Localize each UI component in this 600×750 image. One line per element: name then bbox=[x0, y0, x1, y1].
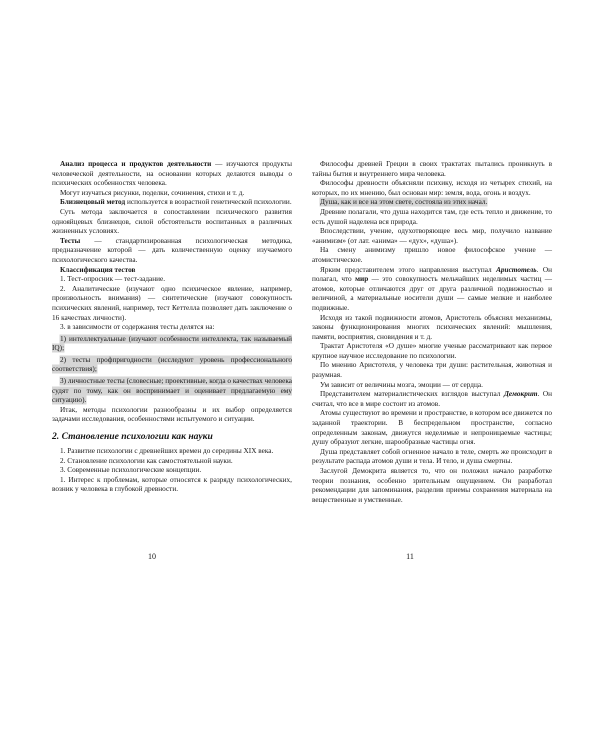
highlighted-text: Душа, как и все на этом свете, состояла из этих начал. bbox=[320, 198, 488, 207]
list-item bbox=[52, 335, 292, 354]
highlighted-text: 1) интеллектуальные (изучают особенности интеллекта, так называемый IQ); bbox=[52, 334, 292, 353]
list-item: 1. Тест-опросник — тест-задание. bbox=[60, 275, 166, 284]
paragraph-text: используется в возрастной генетической психологии. bbox=[125, 198, 292, 207]
paragraph-democritus bbox=[312, 390, 552, 409]
paragraph-activity-analysis bbox=[52, 160, 292, 189]
right-page bbox=[312, 160, 552, 505]
classification-heading: Классификация тестов bbox=[60, 265, 136, 274]
paragraph-ancients: Древние полагали, что душа находится там, где есть тепло и движение, то есть душой наделена вся природа. bbox=[312, 207, 552, 226]
outline-item: 1. Развитие психологии с древнейших времен до середины XIX века. bbox=[60, 447, 274, 456]
name-aristotle: Аристотель bbox=[496, 265, 537, 274]
term-twin-method: Близнецовый метод bbox=[60, 198, 126, 207]
paragraph-tests bbox=[52, 237, 292, 266]
page-number-right: 11 bbox=[406, 552, 414, 561]
outline-item: 2. Становление психологии как самостоятельной науки. bbox=[60, 456, 233, 465]
paragraph-drawings: Могут изучаться рисунки, поделки, сочинения, стихи и т. д. bbox=[60, 188, 245, 197]
highlighted-text: 2) тесты профпригодности (исследуют уровень профессионального соответствия); bbox=[52, 355, 292, 374]
paragraph-treatise: Трактат Аристотеля «О душе» многие ученые рассматривают как первое крупное научное исследование по психологии. bbox=[312, 342, 552, 360]
highlighted-text: 3) личностные тесты (словесные; проективные, когда о качествах человека судят по тому, как он воспринимает и оценивает предлагаемую ему ситуацию). bbox=[52, 377, 292, 405]
list-item: 2. Аналитические (изучают одно психическое явление, например, произвольность внимания) — синтетические (изучают совокупность психических явлений, например, тест Кеттелла позволяет дать заключение о 16 качествах личности). bbox=[52, 284, 292, 322]
name-democritus: Демокрит bbox=[503, 390, 538, 399]
paragraph-atomism: На смену анимизму пришло новое философское учение — атомистическое. bbox=[312, 246, 552, 264]
paragraph-text: . Он полагал, что bbox=[312, 265, 552, 284]
paragraph-four-elements: Философы древности объясняли психику, исходя из четырех стихий, на которых, по их мнению, был основан мир: земля, вода, огонь и воздух. bbox=[312, 179, 552, 197]
paragraph-greek-philosophers: Философы древней Греции в своих трактатах пытались проникнуть в тайны бытия и внутреннего мира человека. bbox=[312, 160, 552, 178]
paragraph-three-souls: По мнению Аристотеля, у человека три души: растительная, животная и разумная. bbox=[312, 361, 552, 380]
left-page bbox=[52, 160, 292, 495]
term-tests: Тесты bbox=[60, 236, 81, 245]
paragraph-fiery-soul: Душа представляет собой огненное начало в теле, смерть же происходит в результате распада атомов души и тела. И тело, и душа смертны. bbox=[312, 447, 552, 466]
paragraph-method-essence: Суть метода заключается в сопоставлении психического развития однояйцевых близнецов, силой обстоятельств воспитанных в различных жизненных условиях. bbox=[52, 207, 292, 236]
paragraph-conclusion: Итак, методы психологии разнообразны и их выбор определяется задачами исследования, особенностями испытуемого и ситуации. bbox=[52, 405, 292, 424]
list-item: 3. в зависимости от содержания тесты делятся на: bbox=[60, 323, 215, 332]
term-activity-analysis: Анализ процесса и продуктов деятельности bbox=[60, 160, 212, 168]
section-heading: 2. Становление психологии как науки bbox=[52, 431, 213, 443]
paragraph-twin-method bbox=[52, 198, 292, 208]
paragraph-text: Ярким представителем этого направления выступал bbox=[320, 265, 497, 274]
page-number-left: 10 bbox=[148, 552, 156, 561]
paragraph-animism: Впоследствии, учение, одухотворяющее весь мир, получило название «анимизм» (от лат. «анима» — «дух», «душа»). bbox=[312, 227, 552, 245]
paragraph-mechanisms: Исходя из такой подвижности атомов, Аристотель объяснял механизмы, законы функционирования многих психических явлений: мышления, памяти, восприятия, сновидения и т. д. bbox=[312, 313, 552, 341]
paragraph-text: — это совокупность мельчайших неделимых частиц — атомов, которые отличаются друг от друга различной подвижностью и величиной, а материальные носители души — самые мелкие и наиболее подвижные. bbox=[312, 275, 552, 312]
paragraph-text: — изучаются продукты человеческой деятельности, на основании которых делаются выводы о психических особенностях человека. bbox=[52, 160, 292, 188]
paragraph-text: Представителем материалистических взглядов выступал bbox=[320, 390, 504, 399]
list-item bbox=[52, 377, 292, 406]
paragraph-mind: Ум зависит от величины мозга, эмоции — от сердца. bbox=[320, 380, 483, 389]
paragraph-text: — стандартизированная психологическая методика, предназначение которой — дать количественную оценку изучаемого психологического качества. bbox=[52, 236, 292, 264]
paragraph-aristotle bbox=[312, 266, 552, 314]
paragraph-soul bbox=[312, 198, 552, 208]
paragraph-merit: Заслугой Демокрита является то, что он положил начало разработке теории познания, особенно зрительным ощущением. Он разработал рекомендации для запоминания, разделив приемы сохранения материала на вещественные и умственные. bbox=[312, 467, 552, 504]
paragraph-text: . Он считал, что все в мире состоит из атомов. bbox=[312, 390, 552, 408]
paragraph-atoms: Атомы существуют во времени и пространстве, в котором все движется по заданной траектории. В беспредельном пространстве, согласно определенным законам, движутся неделимые и непроницаемые частицы; душу образуют легкие, шарообразные частицы огня. bbox=[312, 409, 552, 447]
outline-item: 3. Современные психологические концепции. bbox=[60, 466, 202, 475]
term-world: мир bbox=[355, 275, 369, 284]
list-item bbox=[52, 356, 292, 375]
paragraph-interest: 1. Интерес к проблемам, которые относятся к разряду психологических, возник у человека в глубокой древности. bbox=[52, 475, 292, 494]
